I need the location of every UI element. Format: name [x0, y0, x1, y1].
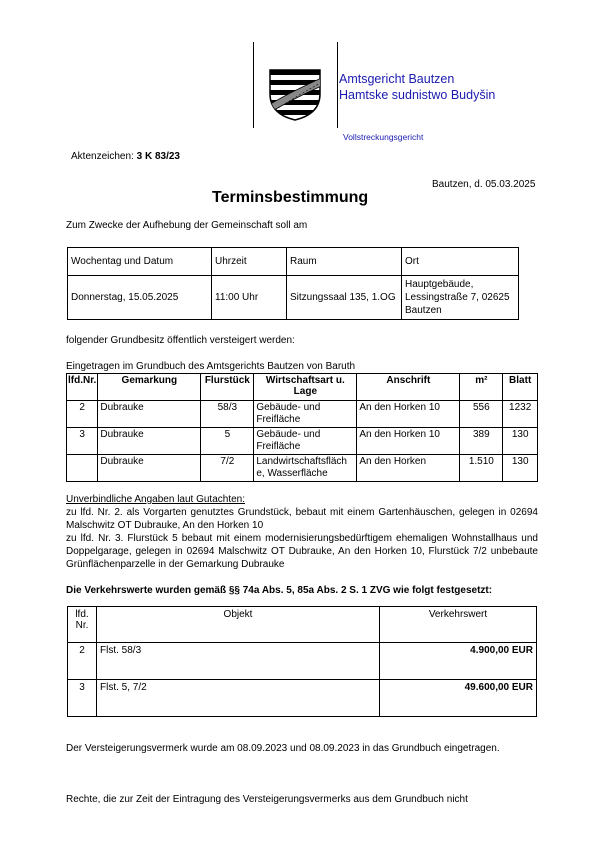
court-name-sorb: Hamtske sudnistwo Budyšin [339, 88, 496, 102]
land-cell-gemarkung: Dubrauke [98, 455, 201, 482]
land-cell-wirtschaftsart: Gebäude- und Freifläche [254, 401, 357, 428]
place-date: Bautzen, d. 05.03.2025 [432, 179, 536, 190]
land-header-blatt: Blatt [503, 374, 538, 401]
land-cell-blatt: 130 [503, 455, 538, 482]
land-header-gemarkung: Gemarkung [98, 374, 201, 401]
values-header-verkehrswert: Verkehrswert [380, 607, 537, 643]
table-row [68, 643, 537, 680]
land-register-caption: Eingetragen im Grundbuch des Amtsgerichts Bautzen von Baruth [66, 361, 356, 372]
value-statement: Die Verkehrswerte wurden gemäß §§ 74a Abs. 5, 85a Abs. 2 S. 1 ZVG wie folgt festgesetzt: [66, 585, 493, 596]
land-cell-anschrift: An den Horken [357, 455, 460, 482]
land-cell-nr [67, 455, 98, 482]
land-cell-nr: 2 [67, 401, 98, 428]
closing-paragraph-2: Rechte, die zur Zeit der Eintragung des Versteigerungsvermerks aus dem Grundbuch nicht [66, 794, 468, 805]
values-cell-objekt: Flst. 5, 7/2 [97, 680, 380, 717]
land-cell-m2: 1.510 [460, 455, 503, 482]
schedule-time: 11:00 Uhr [212, 276, 287, 320]
court-name-de: Amtsgericht Bautzen [339, 72, 455, 86]
land-cell-wirtschaftsart: Landwirtschaftsfläche, Wasserfläche [254, 455, 357, 482]
land-cell-gemarkung: Dubrauke [98, 428, 201, 455]
land-cell-blatt: 1232 [503, 401, 538, 428]
values-cell-nr: 3 [68, 680, 97, 717]
schedule-header-date: Wochentag und Datum [68, 248, 212, 276]
land-cell-anschrift: An den Horken 10 [357, 401, 460, 428]
land-cell-blatt: 130 [503, 428, 538, 455]
after-schedule-text: folgender Grundbesitz öffentlich versteigert werden: [66, 335, 295, 346]
schedule-header-place: Ort [402, 248, 519, 276]
intro-text: Zum Zwecke der Aufhebung der Gemeinschaft soll am [66, 220, 308, 231]
schedule-header-room: Raum [287, 248, 402, 276]
document-title: Terminsbestimmung [212, 189, 369, 206]
appraisal-line-2: zu lfd. Nr. 3. Flurstück 5 bebaut mit einem modernisierungsbedürftigem ehemaligen Wohnstallhaus und Doppelgarage, gelegen in 02694 Malschwitz OT Dubrauke, An den Horken 10, Flurstück 7/2 unbebaute Grünflächenparzelle in der Gemarkung Dubrauke [66, 533, 538, 570]
table-row [67, 455, 538, 482]
file-reference [71, 151, 180, 162]
appraisal-line-1: zu lfd. Nr. 2. als Vorgarten genutztes Grundstück, bebaut mit einem Gartenhäuschen, gelegen in 02694 Malschwitz OT Dubrauke, An den Horken 10 [66, 507, 538, 531]
schedule-header-time: Uhrzeit [212, 248, 287, 276]
values-cell-objekt: Flst. 58/3 [97, 643, 380, 680]
land-header-anschrift: Anschrift [357, 374, 460, 401]
schedule-date: Donnerstag, 15.05.2025 [68, 276, 212, 320]
land-cell-m2: 556 [460, 401, 503, 428]
land-register-table [66, 373, 538, 482]
table-row [67, 428, 538, 455]
values-cell-nr: 2 [68, 643, 97, 680]
land-header-nr: lfd.Nr. [67, 374, 98, 401]
values-cell-wert: 4.900,00 EUR [380, 643, 537, 680]
header-divider-left [253, 42, 254, 128]
land-cell-flurstueck: 7/2 [201, 455, 254, 482]
land-header-wirtschaftsart: Wirtschaftsart u. Lage [254, 374, 357, 401]
table-row [67, 401, 538, 428]
table-row [68, 680, 537, 717]
land-cell-m2: 389 [460, 428, 503, 455]
schedule-place: Hauptgebäude, Lessingstraße 7, 02625 Bautzen [402, 276, 519, 320]
land-cell-nr: 3 [67, 428, 98, 455]
file-reference-value: 3 K 83/23 [136, 151, 180, 162]
land-header-flurstueck: Flurstück [201, 374, 254, 401]
land-cell-flurstueck: 58/3 [201, 401, 254, 428]
court-department: Vollstreckungsgericht [343, 132, 424, 142]
closing-paragraph-1: Der Versteigerungsvermerk wurde am 08.09.2023 und 08.09.2023 in das Grundbuch eingetragen. [66, 743, 500, 754]
land-header-m2: m² [460, 374, 503, 401]
land-cell-wirtschaftsart: Gebäude- und Freifläche [254, 428, 357, 455]
values-header-objekt: Objekt [97, 607, 380, 643]
schedule-table [67, 247, 519, 320]
values-table [67, 606, 537, 717]
saxony-coat-of-arms-icon [266, 64, 324, 122]
file-reference-label: Aktenzeichen: [71, 151, 134, 162]
land-cell-anschrift: An den Horken 10 [357, 428, 460, 455]
values-header-nr: lfd. Nr. [68, 607, 97, 643]
header-divider-right [337, 42, 338, 128]
land-cell-gemarkung: Dubrauke [98, 401, 201, 428]
land-cell-flurstueck: 5 [201, 428, 254, 455]
appraisal-heading: Unverbindliche Angaben laut Gutachten: [66, 494, 246, 505]
schedule-room: Sitzungssaal 135, 1.OG [287, 276, 402, 320]
values-cell-wert: 49.600,00 EUR [380, 680, 537, 717]
